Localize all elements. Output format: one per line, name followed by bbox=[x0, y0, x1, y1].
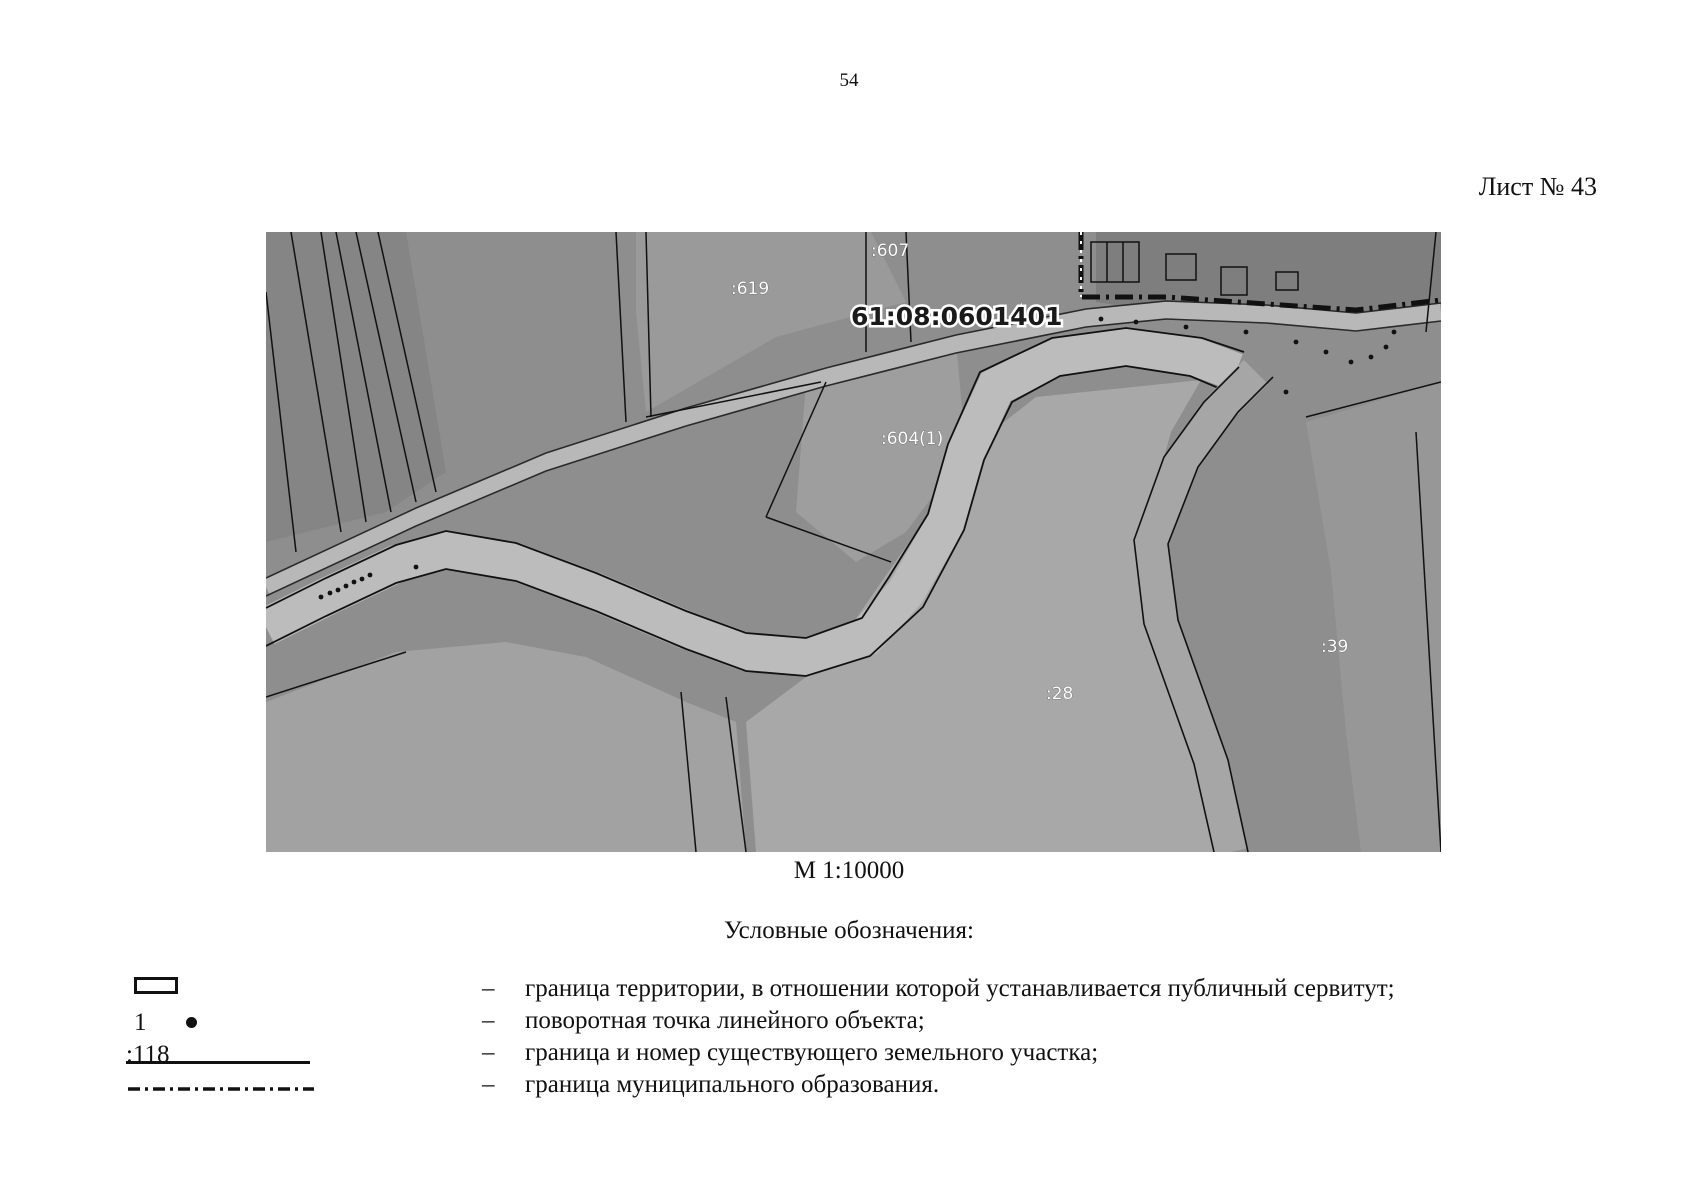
legend-symbol bbox=[126, 975, 326, 1007]
turning-point bbox=[1134, 320, 1139, 325]
turning-point bbox=[1349, 360, 1354, 365]
parcel-line-icon bbox=[126, 1061, 310, 1064]
legend-dash: – bbox=[482, 975, 495, 1002]
turning-point bbox=[1324, 350, 1329, 355]
easement-rectangle-icon bbox=[134, 977, 178, 994]
legend-symbol bbox=[126, 1007, 326, 1039]
turning-point bbox=[352, 580, 357, 585]
turning-point bbox=[336, 588, 341, 593]
turning-point bbox=[414, 565, 419, 570]
legend-text: поворотная точка линейного объекта; bbox=[525, 1007, 925, 1034]
turning-point bbox=[1284, 390, 1289, 395]
legend-dash: – bbox=[482, 1007, 495, 1034]
legend-text: граница и номер существующего земельного участка; bbox=[525, 1039, 1099, 1066]
parcel-number: :118 bbox=[126, 1041, 170, 1068]
map-scale: М 1:10000 bbox=[793, 857, 905, 884]
turning-point-icon bbox=[186, 1017, 197, 1028]
turning-point bbox=[1392, 330, 1397, 335]
parcel-label-607: :607 bbox=[871, 241, 910, 261]
legend-dash: – bbox=[482, 1039, 495, 1066]
turning-point bbox=[1184, 325, 1189, 330]
legend-item-easement-boundary bbox=[0, 975, 1698, 1007]
turning-point bbox=[1294, 340, 1299, 345]
parcel-label-604: :604(1) bbox=[881, 429, 944, 449]
turning-point bbox=[319, 595, 324, 600]
dash-dot-line-icon bbox=[126, 1071, 316, 1103]
point-number: 1 bbox=[134, 1009, 147, 1036]
cadastral-map[interactable] bbox=[266, 232, 1441, 852]
turning-point bbox=[1244, 330, 1249, 335]
legend-symbol bbox=[126, 1071, 326, 1103]
legend-text: граница муниципального образования. bbox=[525, 1071, 940, 1098]
turning-point bbox=[360, 577, 365, 582]
legend-text: граница территории, в отношении которой устанавливается публичный сервитут; bbox=[525, 975, 1395, 1002]
parcel-label-39: :39 bbox=[1321, 637, 1349, 657]
turning-point bbox=[1099, 317, 1104, 322]
legend-item-parcel-boundary bbox=[0, 1039, 1698, 1071]
sheet-number: Лист № 43 bbox=[1478, 172, 1597, 201]
page-number: 54 bbox=[839, 70, 859, 91]
turning-point bbox=[328, 591, 333, 596]
map-canvas bbox=[266, 232, 1441, 852]
turning-point bbox=[1384, 345, 1389, 350]
turning-point bbox=[368, 573, 373, 578]
legend-title: Условные обозначения: bbox=[723, 917, 975, 944]
turning-point bbox=[1369, 355, 1374, 360]
parcel-label-28: :28 bbox=[1046, 684, 1074, 704]
legend-item-municipal-boundary bbox=[0, 1071, 1698, 1103]
turning-point bbox=[344, 584, 349, 589]
legend-symbol bbox=[126, 1039, 326, 1071]
cadastral-quarter-label: 61:08:0601401 bbox=[851, 302, 1063, 331]
parcel-label-619: :619 bbox=[731, 279, 770, 299]
legend-item-turning-point bbox=[0, 1007, 1698, 1039]
legend-dash: – bbox=[482, 1071, 495, 1098]
